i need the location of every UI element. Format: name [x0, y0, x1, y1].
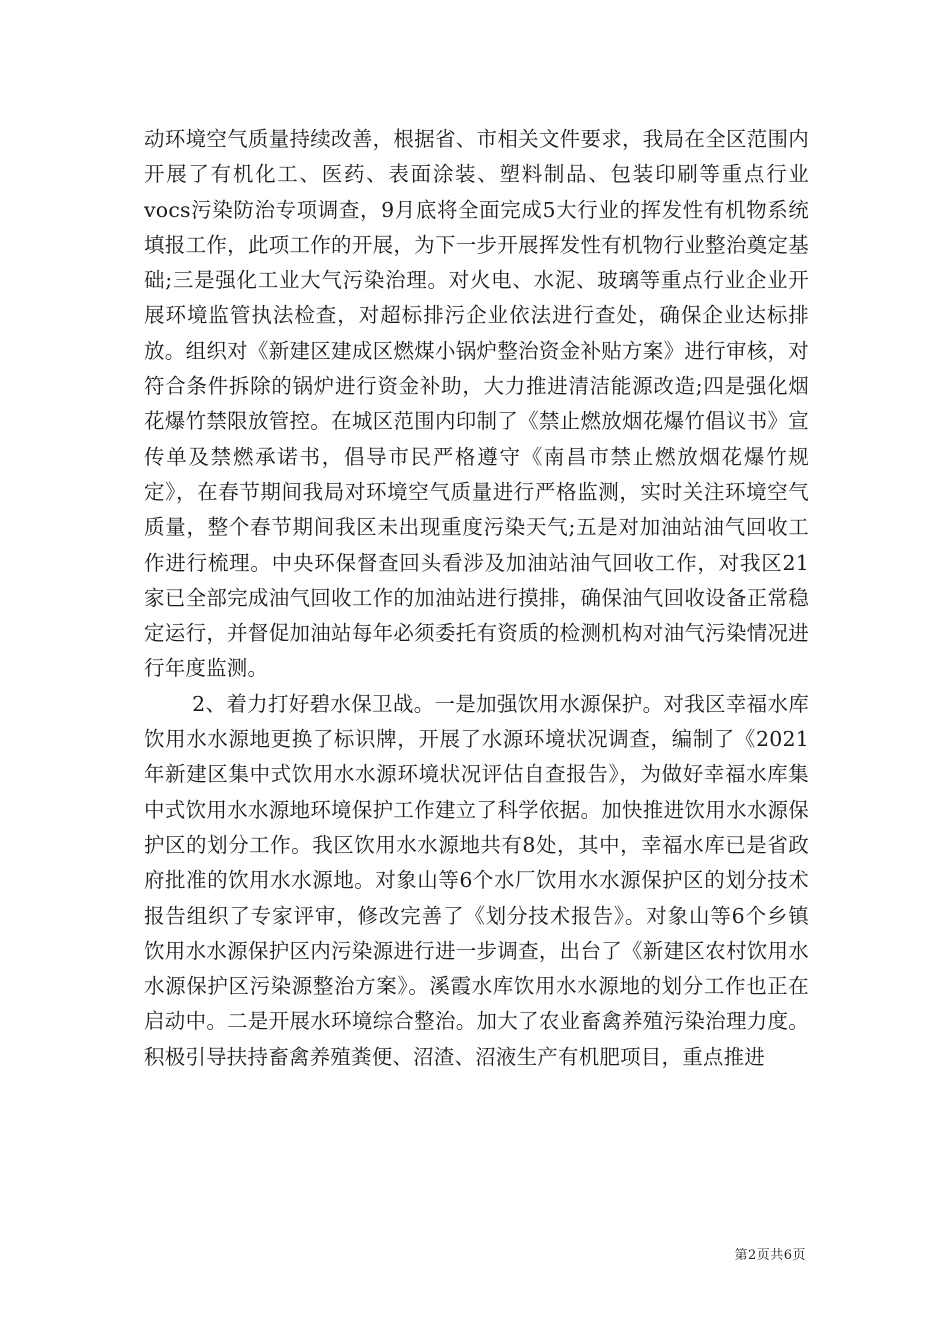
paragraph-2: 2、着力打好碧水保卫战。一是加强饮用水源保护。对我区幸福水库饮用水水源地更换了标识牌，开展了水源环境状况调查，编制了《2021年新建区集中式饮用水水源环境状况评估自查报告》，为做好幸福水库集中式饮用水水源地环境保护工作建立了科学依据。加快推进饮用水水源保护区的划分工作。我区饮用水水源地共有8处，其中，幸福水库已是省政府批准的饮用水水源地。对象山等6个水厂饮用水水源保护区的划分技术报告组织了专家评审，修改完善了《划分技术报告》。对象山等6个乡镇饮用水水源保护区内污染源进行进一步调查，出台了《新建区农村饮用水水源保护区污染源整治方案》。溪霞水库饮用水水源地的划分工作也正在启动中。二是开展水环境综合整治。加大了农业畜禽养殖污染治理力度。积极引导扶持畜禽养殖粪便、沼渣、沼液生产有机肥项目，重点推进 [144, 691, 809, 1069]
paragraph-1: 动环境空气质量持续改善，根据省、市相关文件要求，我局在全区范围内开展了有机化工、医药、表面涂装、塑料制品、包装印刷等重点行业vocs污染防治专项调查，9月底将全面完成5大行业的挥发性有机物系统填报工作，此项工作的开展，为下一步开展挥发性有机物行业整治奠定基础;三是强化工业大气污染治理。对火电、水泥、玻璃等重点行业企业开展环境监管执法检查，对超标排污企业依法进行查处，确保企业达标排放。组织对《新建区建成区燃煤小锅炉整治资金补贴方案》进行审核，对符合条件拆除的锅炉进行资金补助，大力推进清洁能源改造;四是强化烟花爆竹禁限放管控。在城区范围内印制了《禁止燃放烟花爆竹倡议书》宣传单及禁燃承诺书，倡导市民严格遵守《南昌市禁止燃放烟花爆竹规定》，在春节期间我局对环境空气质量进行严格监测，实时关注环境空气质量，整个春节期间我区未出现重度污染天气;五是对加油站油气回收工作进行梳理。中央环保督查回头看涉及加油站油气回收工作，对我区21家已全部完成油气回收工作的加油站进行摸排，确保油气回收设备正常稳定运行，并督促加油站每年必须委托有资质的检测机构对油气污染情况进行年度监测。 [144, 127, 809, 681]
document-body [144, 122, 809, 1075]
page-number: 第2页共6页 [734, 1248, 806, 1263]
